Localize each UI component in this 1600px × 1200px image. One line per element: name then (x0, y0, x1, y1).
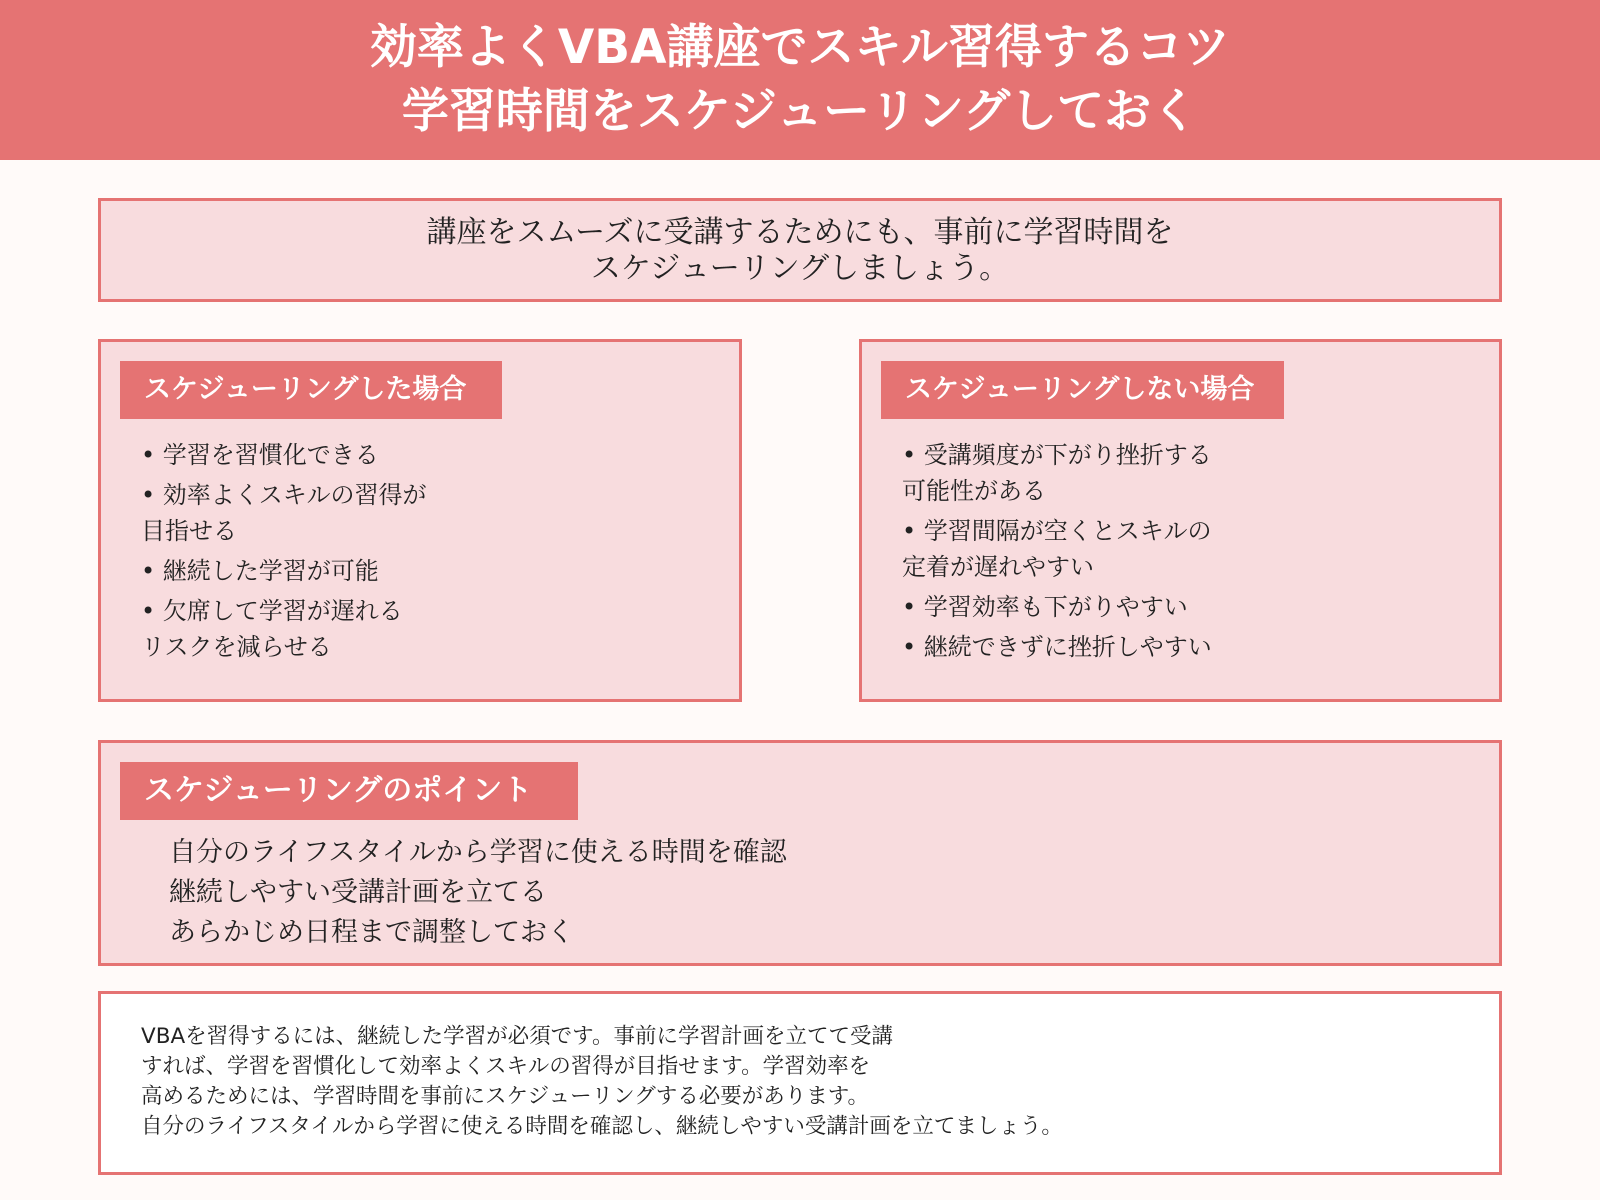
list-item (902, 437, 1212, 509)
without-schedule-panel (859, 339, 1502, 702)
list-item (141, 477, 427, 549)
summary-line: 自分のライフスタイルから学習に使える時間を確認し、継続しやすい受講計画を立てましょう。 (141, 1114, 1063, 1139)
list-item-text: • 学習を習慣化できる (141, 441, 379, 469)
list-item-text: • 継続できずに挫折しやすい (902, 633, 1212, 661)
list-item: 自分のライフスタイルから学習に使える時間を確認 (169, 837, 787, 868)
list-item-text: • 欠席して学習が遅れる (141, 597, 403, 625)
page-title-line1: 効率よくVBA講座でスキル習得するコツ (369, 20, 1231, 75)
list-item-text-cont: 定着が遅れやすい (902, 553, 1094, 581)
list-item-text-cont: 目指せる (141, 517, 237, 545)
intro-line2: スケジューリングしましょう。 (590, 251, 1010, 286)
summary-line: すれば、学習を習慣化して効率よくスキルの習得が目指せます。学習効率を (141, 1054, 871, 1079)
list-item-text: • 受講頻度が下がり挫折する (902, 441, 1212, 469)
list-item-text: • 学習間隔が空くとスキルの (902, 517, 1212, 545)
with-schedule-list (141, 437, 427, 669)
intro-line1: 講座をスムーズに受講するためにも、事前に学習時間を (426, 215, 1174, 250)
points-panel (98, 740, 1502, 966)
summary-box (98, 991, 1502, 1175)
summary-line: VBAを習得するには、継続した学習が必須です。事前に学習計画を立てて受講 (141, 1024, 893, 1049)
with-schedule-heading: スケジューリングした場合 (120, 361, 502, 419)
list-item (902, 513, 1212, 585)
list-item (141, 593, 427, 665)
points-heading: スケジューリングのポイント (120, 762, 578, 820)
with-schedule-panel (98, 339, 742, 702)
summary-line: 高めるためには、学習時間を事前にスケジューリングする必要があります。 (141, 1084, 869, 1109)
without-schedule-list (902, 437, 1212, 669)
intro-box (98, 198, 1502, 302)
list-item: 継続しやすい受講計画を立てる (169, 877, 547, 908)
points-list (169, 833, 787, 953)
list-item (902, 589, 1212, 625)
page-header (0, 0, 1600, 160)
list-item (141, 553, 427, 589)
without-schedule-heading: スケジューリングしない場合 (881, 361, 1284, 419)
list-item (141, 437, 427, 473)
list-item-text: • 学習効率も下がりやすい (902, 593, 1188, 621)
list-item-text-cont: 可能性がある (902, 477, 1046, 505)
list-item-text: • 継続した学習が可能 (141, 557, 379, 585)
list-item-text: • 効率よくスキルの習得が (141, 481, 427, 509)
list-item: あらかじめ日程まで調整しておく (169, 917, 574, 948)
list-item-text-cont: リスクを減らせる (141, 633, 332, 661)
page-title-line2: 学習時間をスケジューリングしておく (401, 84, 1199, 139)
list-item (902, 629, 1212, 665)
